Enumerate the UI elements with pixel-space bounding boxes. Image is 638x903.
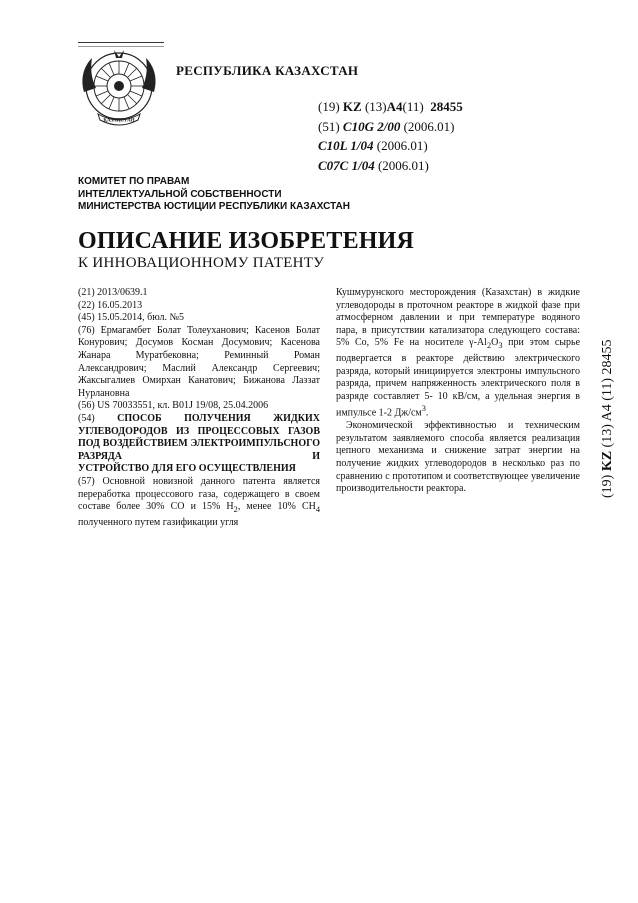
field-22: (22) 16.05.2013 xyxy=(78,299,143,311)
publication-info xyxy=(318,97,463,175)
document-subtitle: К ИННОВАЦИОННОМУ ПАТЕНТУ xyxy=(78,255,325,271)
abstract-text: при этом сырье подвергается в реакторе действию электрического разряда, который инициируется электроны импульсного разряда, причем напряженность электрического поля в разряде составляет 5- 10 кВ/см, а удельная энергия в импульсе 1-2 Дж/см xyxy=(336,337,581,419)
abstract-text: O xyxy=(491,337,499,349)
right-column xyxy=(336,287,580,496)
document-title: ОПИСАНИЕ ИЗОБРЕТЕНИЯ xyxy=(78,228,415,254)
side-field-19: (19) xyxy=(600,474,615,498)
abstract-continuation xyxy=(336,287,580,420)
side-field-11: (11) xyxy=(600,377,615,401)
field-56-references: (56) US 70033551, кл. B01J 19/08, 25.04.2006 xyxy=(78,400,269,412)
ipc-code: C10L 1/04 xyxy=(318,138,374,153)
ipc-line-2 xyxy=(318,136,463,156)
committee-line: МИНИСТЕРСТВА ЮСТИЦИИ РЕСПУБЛИКИ КАЗАХСТАН xyxy=(78,201,350,212)
field-21: (21) 2013/0639.1 xyxy=(78,287,148,298)
invention-title-text: СПОСОБ ПОЛУЧЕНИЯ ЖИДКИХ УГЛЕВОДОРОДОВ ИЗ ПРОЦЕССОВЫХ ГАЗОВ ПОД ВОЗДЕЙСТВИЕМ ЭЛЕКТРОИМПУЛЬСНОГО РАЗРЯДА И xyxy=(78,412,321,462)
field-13-code: (13) xyxy=(364,99,387,114)
ipc-version: (2006.01) xyxy=(403,118,455,134)
invention-title-text-end: УСТРОЙСТВО ДЛЯ ЕГО ОСУЩЕСТВЛЕНИЯ xyxy=(78,463,296,475)
ipc-line-3 xyxy=(318,156,463,176)
subscript: 2 xyxy=(486,341,492,351)
publication-number-line xyxy=(318,97,463,117)
subscript: 3 xyxy=(498,341,503,351)
patent-number: 28455 xyxy=(430,99,463,114)
header-rule xyxy=(78,42,164,43)
field-11-code: (11) xyxy=(402,99,424,114)
superscript: 3 xyxy=(421,404,426,414)
side-country-code: KZ xyxy=(600,450,615,472)
abstract-text: . xyxy=(425,407,429,419)
ipc-prefix: (51) xyxy=(318,118,340,134)
kazakhstan-emblem-icon xyxy=(78,48,160,128)
left-column xyxy=(78,287,320,529)
document-kind: A4 xyxy=(386,99,403,114)
abstract-text: , менее 10% CH xyxy=(237,501,316,513)
svg-text:ҚАЗАҚСТАН: ҚАЗАҚСТАН xyxy=(103,118,135,124)
economic-effect-paragraph: Экономической эффективностью и техническим результатом заявляемого способа является реализация цепного механизма и снижение затрат энергии на получение жидких углеводородов в несколько раз по сравнению с прототипом и соответствующее увеличение производительности реактора. xyxy=(336,420,580,495)
field-45: (45) 15.05.2014, бюл. №5 xyxy=(78,312,185,324)
ipc-line-1 xyxy=(318,117,463,137)
country-code: KZ xyxy=(342,99,362,114)
side-field-13: (13) xyxy=(600,424,615,448)
field-19-code: (19) xyxy=(318,99,340,114)
ipc-code: C07C 1/04 xyxy=(318,157,375,173)
committee-line: КОМИТЕТ ПО ПРАВАМ xyxy=(78,176,190,187)
ipc-code: C10G 2/00 xyxy=(342,118,401,134)
field-76-inventors: (76) Ермагамбет Болат Толеуханович; Касенов Болат Конурович; Досумов Косман Досумович; Касенова Жанара Муратбековна; Реминный Роман Александрович; Маслий Александр Сергеевич; Жаксыгалиев Омирхан Канатович; Бижанова Лаззат Нурлановна xyxy=(78,324,320,399)
committee-line: ИНТЕЛЛЕКТУАЛЬНОЙ СОБСТВЕННОСТИ xyxy=(78,188,282,200)
abstract-text: (57) Основной новизной данного патента является переработка процессового газа, содержащего в своем составе более 30% CO и 15% H xyxy=(78,475,320,513)
abstract-text: полученного путем газификации угля xyxy=(78,516,239,528)
subscript: 2 xyxy=(233,505,238,515)
side-publication-label xyxy=(600,339,616,498)
subscript: 4 xyxy=(315,505,321,515)
abstract-text: Кушмурунского месторождения (Казахстан) в жидкие углеводороды в проточном реакторе в жидкой фазе при атмосферном давлении и при температуре водяного пара, в присутствии катализатора следующего состава: 5% Co, 5% Fe на носителе γ-Al xyxy=(336,287,580,349)
side-document-kind: A4 xyxy=(600,404,615,422)
header-rule-secondary xyxy=(78,46,164,47)
country-name: РЕСПУБЛИКА КАЗАХСТАН xyxy=(176,63,359,78)
field-57-abstract xyxy=(78,476,320,529)
committee-block xyxy=(78,176,350,214)
ipc-version: (2006.01) xyxy=(377,157,429,173)
ipc-version: (2006.01) xyxy=(376,138,428,153)
field-54-prefix: (54) xyxy=(78,412,95,424)
field-54-invention-title xyxy=(78,413,320,476)
side-patent-number: 28455 xyxy=(600,339,615,375)
